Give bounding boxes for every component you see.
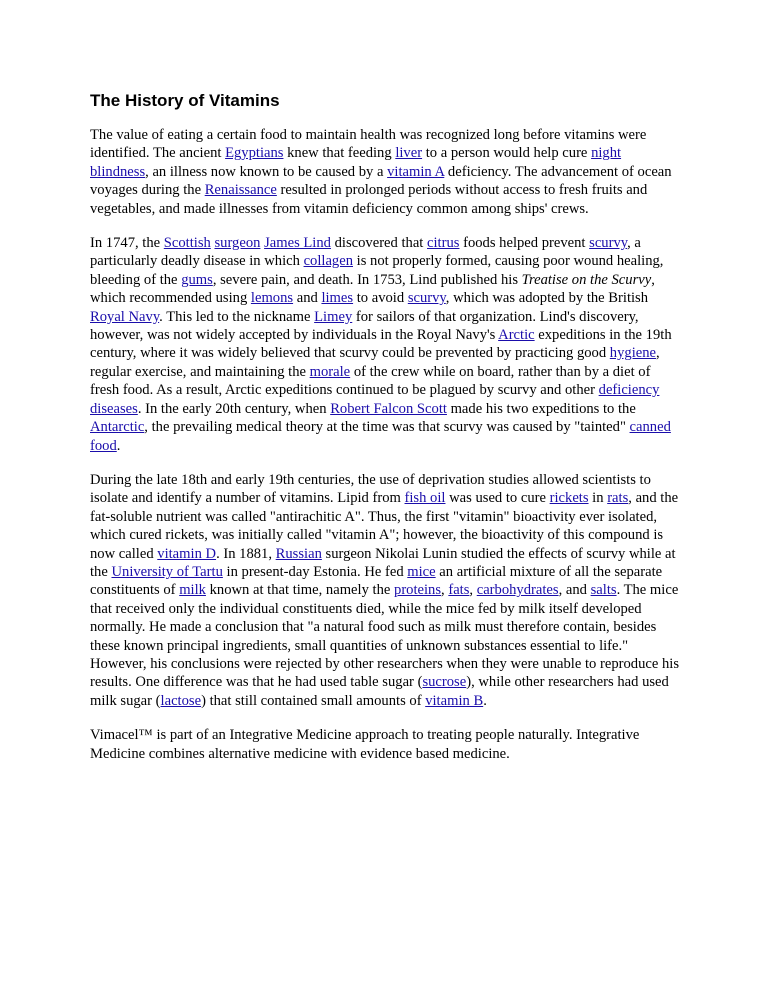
text-span: . [116, 437, 121, 454]
text-span: , regular exercise, and maintaining the [90, 345, 660, 380]
text-span: expeditions in the 19th century, where it was widely believed that scurvy could be prevented by practicing good [90, 327, 672, 362]
text-span: for sailors of that organization. Lind's discovery, however, was not widely accepted by individuals in the Royal Navy's [90, 308, 639, 344]
hyperlink[interactable]: Scottish [163, 235, 211, 252]
text-span: , severe pain, and death. In 1753, Lind published his [212, 271, 522, 288]
hyperlink[interactable]: scurvy [589, 235, 628, 252]
text-span: , which was adopted by the British [445, 290, 649, 307]
hyperlink[interactable]: Robert Falcon Scott [330, 400, 447, 417]
text-span: an artificial mixture of all the separate constituents of [90, 563, 663, 599]
text-span: ), while other researchers had used milk sugar ( [90, 674, 669, 709]
text-span: ) that still contained small amounts of [201, 692, 426, 709]
text-span: foods helped prevent [459, 235, 590, 252]
hyperlink[interactable]: Limey [314, 308, 353, 325]
paragraph [90, 726, 680, 763]
hyperlink[interactable]: scurvy [407, 290, 446, 307]
hyperlink[interactable]: salts [590, 582, 617, 599]
hyperlink[interactable]: gums [181, 271, 213, 288]
hyperlink[interactable]: morale [309, 363, 351, 380]
hyperlink[interactable]: limes [321, 290, 354, 307]
paragraph [90, 234, 680, 455]
hyperlink[interactable]: deficiency diseases [90, 382, 660, 417]
hyperlink[interactable]: vitamin B [425, 692, 484, 709]
text-span: discovered that [330, 235, 428, 252]
hyperlink[interactable]: citrus [427, 235, 460, 252]
hyperlink[interactable]: vitamin D [157, 545, 217, 562]
text-span: in [588, 490, 608, 507]
hyperlink[interactable]: fats [448, 582, 470, 599]
italic-text: Treatise on the Scurvy [521, 271, 652, 288]
text-span: , and the fat-soluble nutrient was called "antirachitic A". Thus, the first "vitamin" bioactivity ever isolated, which cured rickets, was initially called "vitamin A"; however, the bioactivity of this compound is now called [90, 490, 679, 562]
text-span: to avoid [353, 290, 408, 307]
document-page [90, 90, 680, 779]
text-span: knew that feeding [283, 145, 396, 162]
hyperlink[interactable]: rickets [549, 490, 589, 507]
text-span: deficiency. The advancement of ocean voyages during the [90, 163, 672, 199]
hyperlink[interactable]: liver [395, 145, 423, 162]
text-span: The value of eating a certain food to maintain health was recognized long before vitamins were identified. The ancient [90, 127, 647, 162]
text-span: known at that time, namely the [205, 582, 395, 599]
text-span: resulted in prolonged periods without access to fresh fruits and vegetables, and made illnesses from vitamin deficiency common among ships' crews. [90, 182, 648, 217]
text-span: , an illness now known to be caused by a [145, 163, 388, 180]
hyperlink[interactable]: mice [407, 563, 436, 580]
text-span: . In the early 20th century, when [137, 400, 331, 417]
text-span: , and [558, 582, 591, 599]
hyperlink[interactable]: surgeon [214, 235, 261, 252]
document-body [90, 126, 680, 763]
hyperlink[interactable]: Egyptians [225, 145, 284, 162]
hyperlink[interactable]: Royal Navy [90, 308, 160, 325]
text-span: In 1747, the [90, 235, 164, 252]
text-span: , [441, 582, 449, 599]
hyperlink[interactable]: milk [179, 582, 206, 599]
hyperlink[interactable]: carbohydrates [476, 582, 559, 599]
hyperlink[interactable]: Renaissance [204, 182, 277, 199]
text-span: surgeon Nikolai Lunin studied the effects of scurvy while at the [90, 545, 676, 580]
text-span: . In 1881, [216, 545, 276, 562]
text-span: , [469, 582, 477, 599]
hyperlink[interactable]: Russian [275, 545, 322, 562]
text-span: . [483, 692, 487, 709]
paragraph [90, 126, 680, 218]
hyperlink[interactable]: vitamin A [387, 163, 445, 180]
hyperlink[interactable]: canned food [90, 419, 671, 454]
text-span: . This led to the nickname [159, 308, 315, 325]
hyperlink[interactable]: hygiene [609, 345, 656, 362]
text-span: to a person would help cure [422, 145, 592, 162]
hyperlink[interactable]: collagen [303, 253, 353, 270]
text-span: is not properly formed, causing poor wound healing, bleeding of the [90, 253, 664, 288]
text-span: was used to cure [445, 490, 550, 507]
hyperlink[interactable]: proteins [394, 582, 442, 599]
hyperlink[interactable]: sucrose [422, 674, 467, 691]
text-span: , a particularly deadly disease in which [90, 235, 641, 270]
hyperlink[interactable]: Antarctic [90, 419, 145, 436]
hyperlink[interactable]: lemons [250, 290, 294, 307]
text-span: of the crew while on board, rather than by a diet of fresh food. As a result, Arctic expeditions continued to be plagued by scurvy and other [90, 363, 651, 399]
text-span: , which recommended using [90, 271, 655, 307]
hyperlink[interactable]: night blindness [90, 145, 622, 180]
hyperlink[interactable]: lactose [160, 692, 202, 709]
text-span: . The mice that received only the individual constituents died, while the mice fed by milk itself developed normally. He made a conclusion that "a natural food such as milk must therefore contain, besides these known principal ingredients, small quantities of unknown substances essential to life." However, his conclusions were rejected by other researchers when they were unable to reproduce his results. One difference was that he had used table sugar ( [90, 582, 680, 691]
hyperlink[interactable]: fish oil [404, 490, 446, 507]
text-span: During the late 18th and early 19th centuries, the use of deprivation studies allowed scientists to isolate and identify a number of vitamins. Lipid from [90, 471, 651, 507]
hyperlink[interactable]: Arctic [498, 327, 535, 344]
paragraph [90, 471, 680, 710]
hyperlink[interactable]: rats [607, 490, 629, 507]
text-span: Vimacel™ is part of an Integrative Medicine approach to treating people naturally. Integrative Medicine combines alternative medicine with evidence based medicine. [90, 727, 640, 762]
text-span: , the prevailing medical theory at the time was that scurvy was caused by "tainted" [144, 419, 630, 436]
text-span: in present-day Estonia. He fed [222, 563, 408, 580]
page-title: The History of Vitamins [90, 91, 280, 110]
text-span: made his two expeditions to the [446, 400, 636, 417]
hyperlink[interactable]: James Lind [264, 235, 331, 252]
text-span: and [293, 290, 322, 307]
hyperlink[interactable]: University of Tartu [111, 563, 223, 580]
